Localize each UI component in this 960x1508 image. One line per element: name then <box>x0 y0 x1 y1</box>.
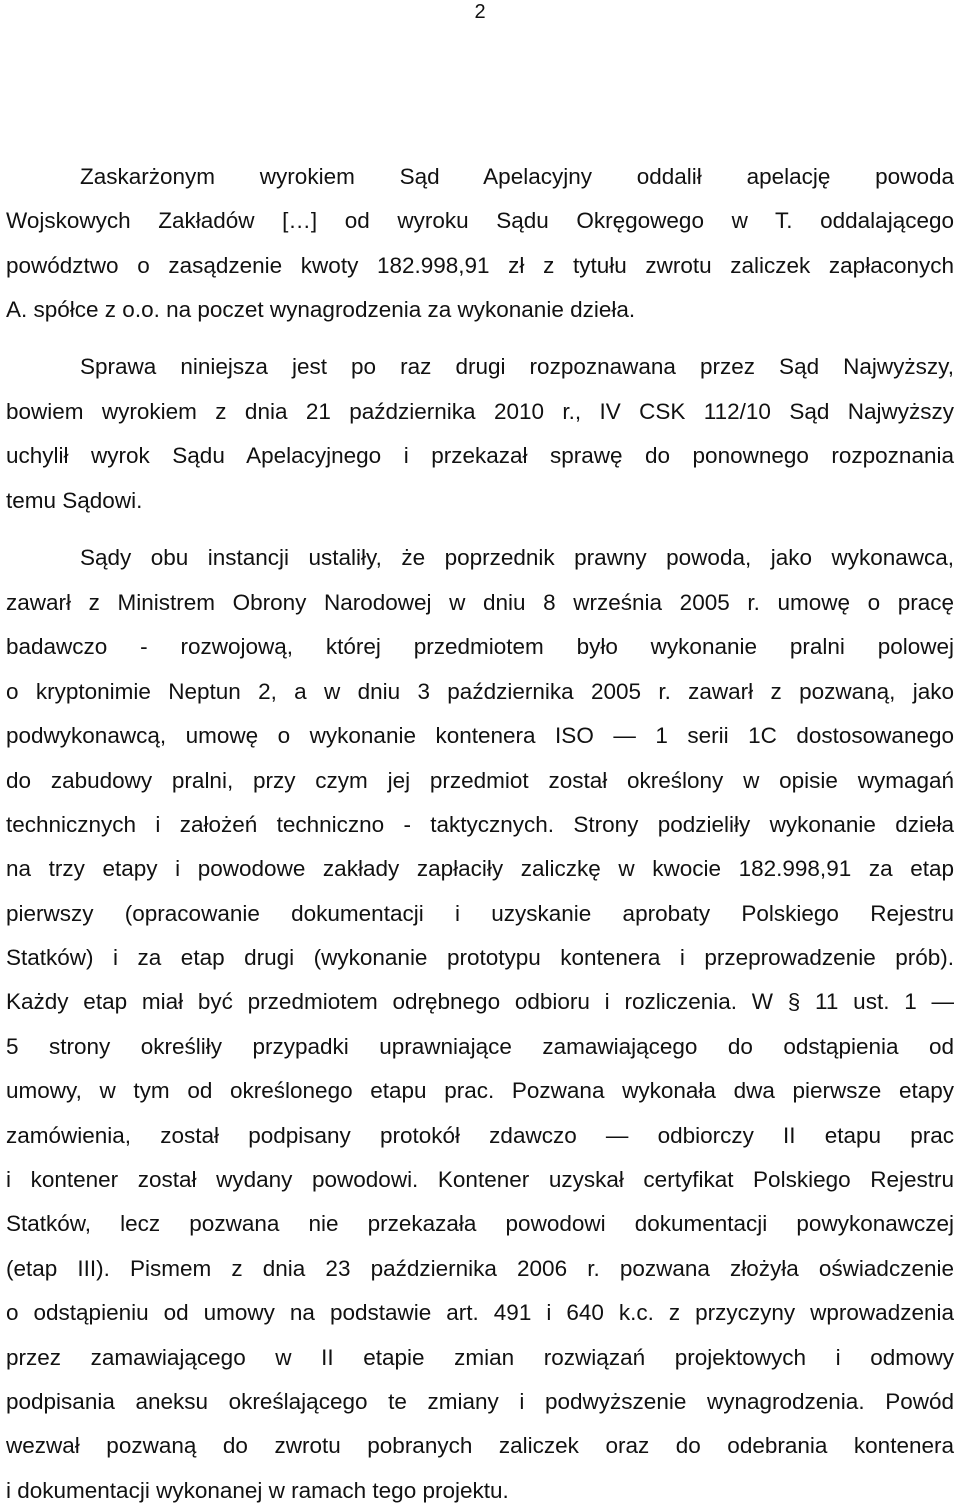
text-line: Statków, lecz pozwana nie przekazała powodowi dokumentacji powykonawczej <box>6 1211 954 1236</box>
text-line: Wojskowych Zakładów […] od wyroku Sądu Okręgowego w T. oddalającego <box>6 208 954 233</box>
text-line: temu Sądowi. <box>6 488 143 513</box>
text-line: przez zamawiającego w II etapie zmian rozwiązań projektowych i odmowy <box>6 1345 954 1370</box>
text-line: zawarł z Ministrem Obrony Narodowej w dniu 8 września 2005 r. umowę o pracę <box>6 590 954 615</box>
text-line: zamówienia, został podpisany protokół zdawczo — odbiorczy II etapu prac <box>6 1123 954 1148</box>
text-line: i kontener został wydany powodowi. Kontener uzyskał certyfikat Polskiego Rejestru <box>6 1167 954 1192</box>
text-line: Każdy etap miał być przedmiotem odrębnego odbioru i rozliczenia. W § 11 ust. 1 — <box>6 989 954 1014</box>
text-line: A. spółce z o.o. na poczet wynagrodzenia za wykonanie dzieła. <box>6 297 636 322</box>
text-line: na trzy etapy i powodowe zakłady zapłaciły zaliczkę w kwocie 182.998,91 za etap <box>6 856 954 881</box>
text-line: Sprawa niniejsza jest po raz drugi rozpoznawana przez Sąd Najwyższy, <box>80 354 954 379</box>
text-line: technicznych i założeń techniczno - taktycznych. Strony podzieliły wykonanie dzieła <box>6 812 954 837</box>
text-line: (etap III). Pismem z dnia 23 października 2006 r. pozwana złożyła oświadczenie <box>6 1256 954 1281</box>
text-line: bowiem wyrokiem z dnia 21 października 2010 r., IV CSK 112/10 Sąd Najwyższy <box>6 399 954 424</box>
text-line: do zabudowy pralni, przy czym jej przedmiot został określony w opisie wymagań <box>6 768 954 793</box>
text-line: i dokumentacji wykonanej w ramach tego projektu. <box>6 1478 509 1503</box>
text-line: Zaskarżonym wyrokiem Sąd Apelacyjny oddalił apelację powoda <box>80 164 954 189</box>
text-line: pierwszy (opracowanie dokumentacji i uzyskanie aprobaty Polskiego Rejestru <box>6 901 954 926</box>
text-line: podpisania aneksu określającego te zmiany i podwyższenie wynagrodzenia. Powód <box>6 1389 954 1414</box>
page-number: 2 <box>474 1 486 23</box>
text-line: uchylił wyrok Sądu Apelacyjnego i przekazał sprawę do ponownego rozpoznania <box>6 443 954 468</box>
text-line: powództwo o zasądzenie kwoty 182.998,91 zł z tytułu zwrotu zaliczek zapłaconych <box>6 253 954 278</box>
text-line: wezwał pozwaną do zwrotu pobranych zaliczek oraz do odebrania kontenera <box>6 1433 954 1458</box>
text-line: o odstąpieniu od umowy na podstawie art. 491 i 640 k.c. z przyczyny wprowadzenia <box>6 1300 954 1325</box>
text-line: Sądy obu instancji ustaliły, że poprzednik prawny powoda, jako wykonawca, <box>80 545 954 570</box>
text-line: umowy, w tym od określonego etapu prac. Pozwana wykonała dwa pierwsze etapy <box>6 1078 954 1103</box>
text-line: badawczo - rozwojową, której przedmiotem było wykonanie pralni polowej <box>6 634 954 659</box>
text-line: o kryptonimie Neptun 2, a w dniu 3 października 2005 r. zawarł z pozwaną, jako <box>6 679 954 704</box>
text-line: podwykonawcą, umowę o wykonanie kontenera ISO — 1 serii 1C dostosowanego <box>6 723 954 748</box>
text-line: Statków) i za etap drugi (wykonanie prototypu kontenera i przeprowadzenie prób). <box>6 945 954 970</box>
text-line: 5 strony określiły przypadki uprawniające zamawiającego do odstąpienia od <box>6 1034 954 1059</box>
